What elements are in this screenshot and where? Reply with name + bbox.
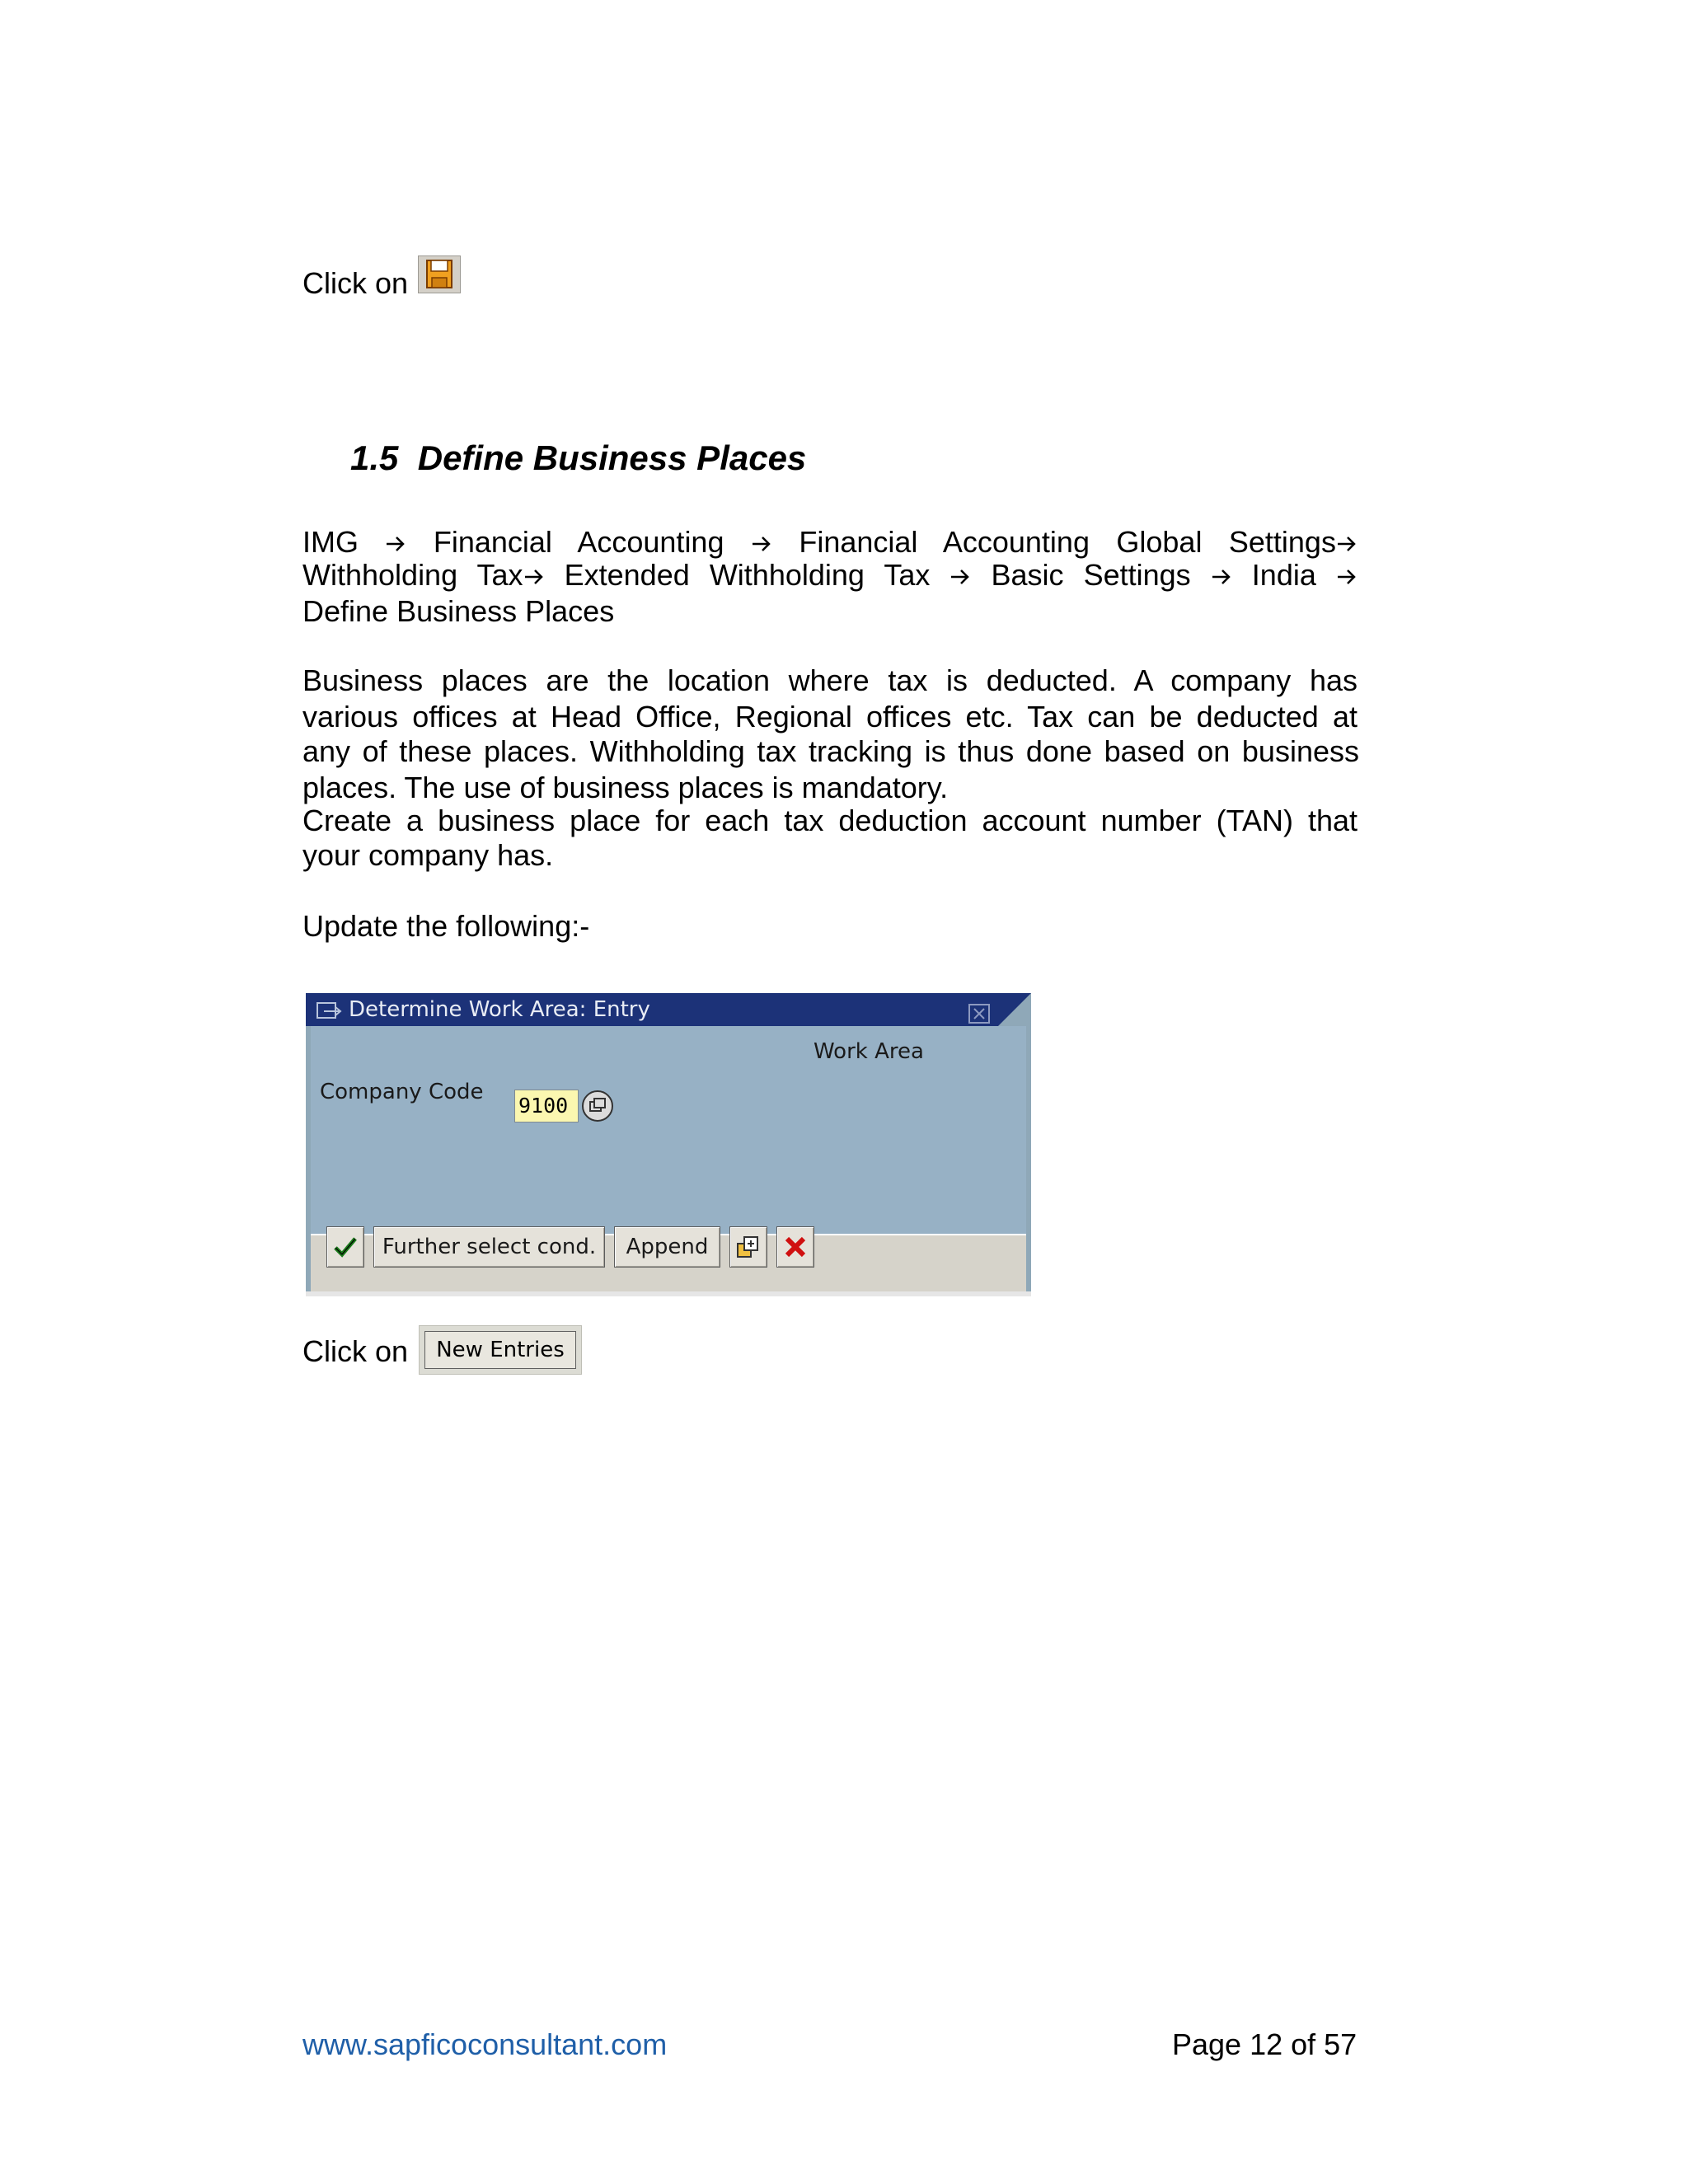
section-heading	[350, 438, 806, 478]
path-word: Tax	[476, 558, 523, 592]
path-word: Settings	[1228, 525, 1336, 559]
description-line: various offices at Head Office, Regional offices etc. Tax can be deducted at	[302, 700, 1357, 733]
update-text: Update the following:-	[302, 909, 590, 943]
path-word: Global	[1116, 525, 1203, 559]
multiple-selection-icon	[730, 1234, 767, 1260]
path-word: Withholding	[709, 558, 865, 592]
save-icon	[418, 255, 461, 293]
multiple-selection-button[interactable]	[729, 1226, 767, 1268]
arrow-icon	[1336, 534, 1357, 554]
section-number: 1.5	[350, 438, 399, 477]
description-line: Business places are the location where tax is deducted. A company has	[302, 663, 1357, 697]
click-on-text-2: Click on	[302, 1334, 409, 1368]
path-word: India	[1251, 558, 1316, 592]
dialog-bottom-strip	[306, 1291, 1031, 1296]
menu-path-line-1	[302, 524, 1357, 560]
arrow-icon	[1336, 567, 1357, 587]
arrow-icon	[385, 534, 406, 554]
path-word: Tax	[884, 558, 931, 592]
further-select-cond-button[interactable]: Further select cond.	[373, 1226, 605, 1268]
company-code-input[interactable]: 9100	[514, 1090, 579, 1122]
arrow-icon	[1211, 567, 1232, 587]
path-word: Accounting	[942, 525, 1090, 559]
dialog-title: Determine Work Area: Entry	[349, 997, 650, 1022]
new-entries-button-image	[419, 1325, 582, 1375]
footer-page-number: Page 12 of 57	[1172, 2027, 1357, 2061]
path-word: Withholding	[302, 558, 458, 592]
footer-website-link[interactable]: www.sapficoconsultant.com	[302, 2027, 668, 2061]
work-area-column-header: Work Area	[814, 1039, 924, 1064]
arrow-icon	[950, 567, 971, 587]
checkmark-icon	[327, 1234, 363, 1260]
menu-path-line-2	[302, 557, 1357, 593]
path-word: Accounting	[577, 525, 724, 559]
description-line: any of these places. Withholding tax tracking is thus done based on business	[302, 734, 1359, 768]
append-button[interactable]: Append	[614, 1226, 720, 1268]
menu-path-line-3: Define Business Places	[302, 594, 615, 628]
new-entries-button[interactable]: New Entries	[424, 1331, 576, 1369]
path-word: Basic	[991, 558, 1064, 592]
cancel-x-icon	[777, 1234, 814, 1260]
description-line: places. The use of business places is mandatory.	[302, 771, 949, 804]
confirm-button[interactable]	[326, 1226, 364, 1268]
path-word: Extended	[564, 558, 690, 592]
path-word: Settings	[1083, 558, 1191, 592]
arrow-icon	[751, 534, 772, 554]
path-img: IMG	[302, 525, 359, 559]
company-code-label: Company Code	[320, 1080, 484, 1104]
value-help-icon[interactable]	[580, 1089, 615, 1127]
path-word: Financial	[799, 525, 918, 559]
section-title: Define Business Places	[417, 438, 807, 477]
arrow-icon	[523, 567, 545, 587]
intro-click-text: Click on	[302, 266, 409, 300]
description-line: Create a business place for each tax deduction account number (TAN) that	[302, 804, 1357, 837]
dialog-title-bar	[306, 993, 1031, 1026]
cancel-button[interactable]	[776, 1226, 814, 1268]
path-word: Financial	[433, 525, 552, 559]
description-line: your company has.	[302, 838, 554, 872]
